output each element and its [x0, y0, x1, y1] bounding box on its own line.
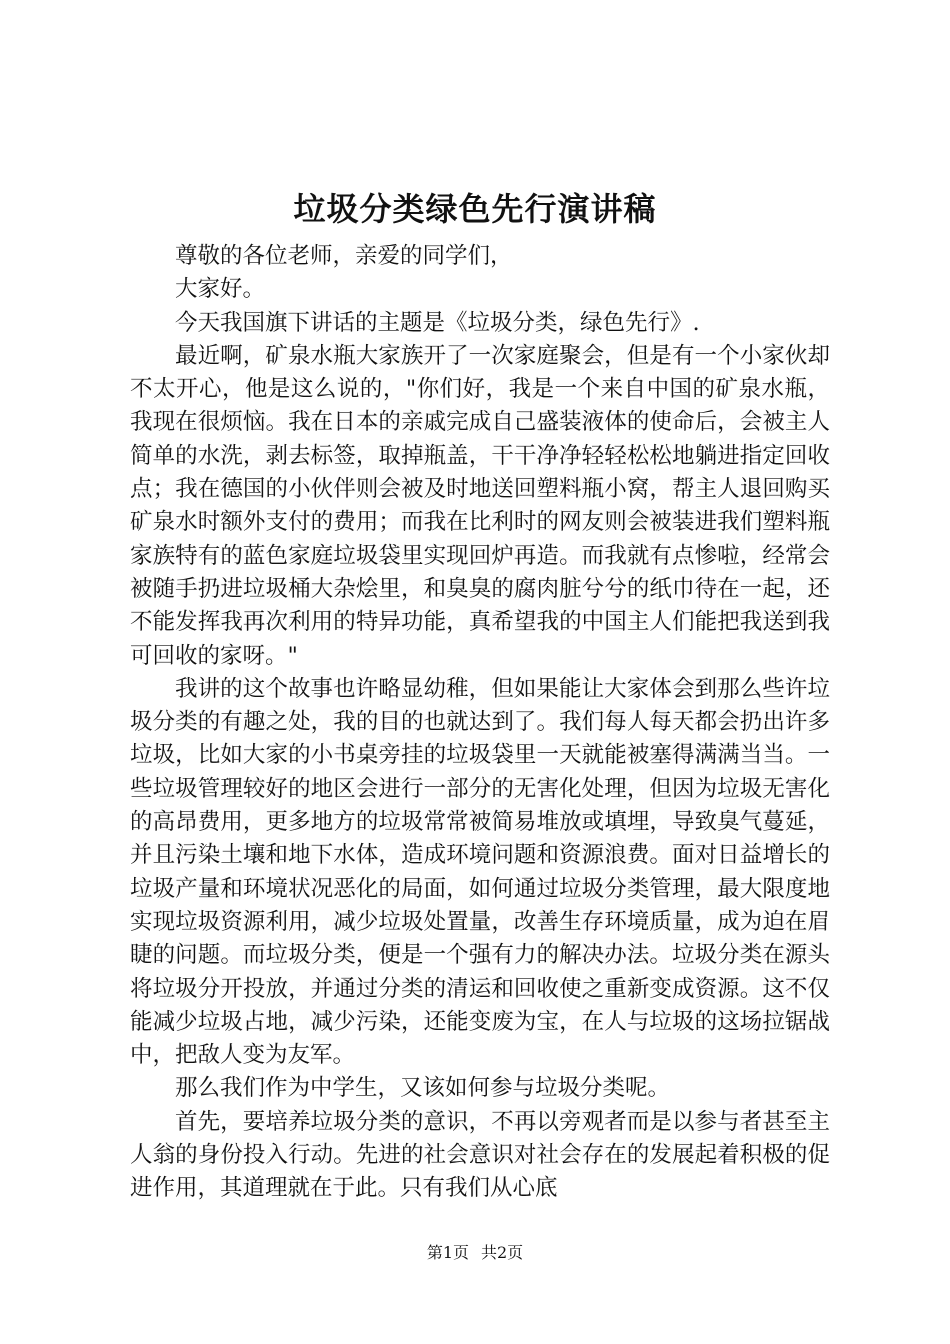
- page-number-current: 第1页: [426, 1243, 469, 1262]
- paragraph-story: 最近啊，矿泉水瓶大家族开了一次家庭聚会，但是有一个小家伙却不太开心，他是这么说的，"你们好，我是一个来自中国的矿泉水瓶，我现在很烦恼。我在日本的亲戚完成自己盛装液体的使命后，会被主人简单的水洗，剥去标签，取掉瓶盖，干干净净轻轻松松地躺进指定回收点；我在德国的小伙伴则会被及时地送回塑料瓶小窝，帮主人退回购买矿泉水时额外支付的费用；而我在比利时的网友则会被装进我们塑料瓶家族特有的蓝色家庭垃圾袋里实现回炉再造。而我就有点惨啦，经常会被随手扔进垃圾桶大杂烩里，和臭臭的腐肉脏兮兮的纸巾待在一起，还不能发挥我再次利用的特异功能，真希望我的中国主人们能把我送到我可回收的家呀。": [130, 342, 830, 669]
- paragraph-first-point: 首先，要培养垃圾分类的意识，不再以旁观者而是以参与者甚至主人翁的身份投入行动。先进的社会意识对社会存在的发展起着积极的促进作用，其道理就在于此。只有我们从心底: [130, 1108, 830, 1202]
- page-footer: [0, 1241, 950, 1265]
- page-number-total: 共2页: [481, 1243, 524, 1262]
- paragraph-topic: 今天我国旗下讲话的主题是《垃圾分类，绿色先行》.: [175, 309, 700, 336]
- paragraph-question: 那么我们作为中学生，又该如何参与垃圾分类呢。: [175, 1075, 671, 1102]
- document-body: [130, 240, 830, 1206]
- paragraph-explanation: 我讲的这个故事也许略显幼稚，但如果能让大家体会到那么些许垃圾分类的有趣之处，我的目的也就达到了。我们每人每天都会扔出许多垃圾，比如大家的小书桌旁挂的垃圾袋里一天就能被塞得满满当当。一些垃圾管理较好的地区会进行一部分的无害化处理，但因为垃圾无害化的高昂费用，更多地方的垃圾常常被简易堆放或填埋，导致臭气蔓延，并且污染土壤和地下水体，造成环境问题和资源浪费。面对日益增长的垃圾产量和环境状况恶化的局面，如何通过垃圾分类管理，最大限度地实现垃圾资源利用，减少垃圾处置量，改善生存环境质量，成为迫在眉睫的问题。而垃圾分类，便是一个强有力的解决办法。垃圾分类在源头将垃圾分开投放，并通过分类的清运和回收使之重新变成资源。这不仅能减少垃圾占地，减少污染，还能变废为宝，在人与垃圾的这场拉锯战中，把敌人变为友军。: [130, 675, 830, 1069]
- document-title: 垃圾分类绿色先行演讲稿: [293, 190, 657, 228]
- paragraph-greeting: 大家好。: [175, 276, 266, 303]
- paragraph-salutation: 尊敬的各位老师，亲爱的同学们，: [175, 243, 513, 269]
